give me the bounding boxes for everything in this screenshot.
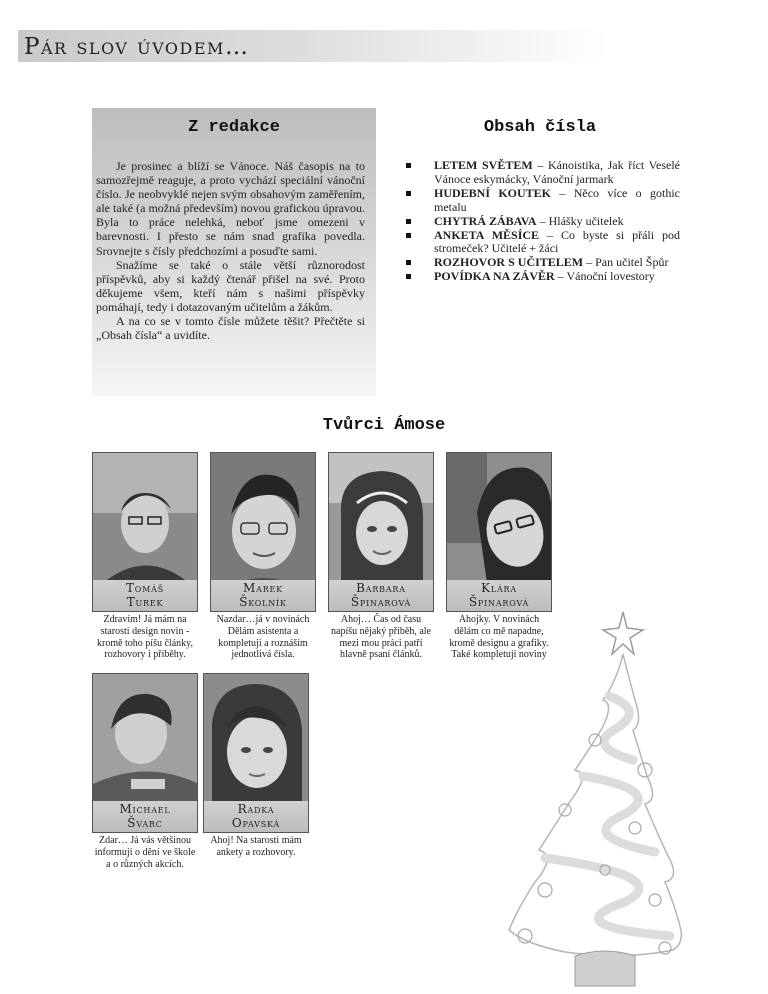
contents-box xyxy=(400,108,680,284)
member-description: Zdravím! Já mám na starosti design novin - kromě toho píšu články, rozhovory i příběhy. xyxy=(96,614,193,661)
square-bullet-icon xyxy=(406,191,411,196)
member-last-name: Turek xyxy=(126,595,164,609)
member-first-name: Radka xyxy=(237,802,275,816)
editorial-title: Z redakce xyxy=(188,118,280,137)
editorial-paragraph: Je prosinec a blíží se Vánoce. Náš časopis na to samozřejmě reaguje, a proto vychází speciální vánoční číslo. Je neobvyklé nejen svým obsahovým zaměřením, ale také (a možná především) novou grafickou úpravou. Byla to práce nelehká, neboť jsme omezeni v barevnosti. I přesto se nám snad grafika povedla. Srovnejte s čísly předchozími a posuďte sami. xyxy=(96,159,365,258)
member-photo xyxy=(446,452,552,612)
contents-item xyxy=(400,187,680,215)
square-bullet-icon xyxy=(406,233,411,238)
member-first-name: Klára xyxy=(481,581,517,595)
member-photo xyxy=(92,673,198,833)
member-description: Zdar… Já vás většinou informuji o dění ve škole a o různých akcích. xyxy=(94,835,196,870)
contents-item-heading: POVÍDKA NA ZÁVĚR xyxy=(434,269,555,284)
member-name xyxy=(204,801,308,832)
contents-item-text: – Něco více o gothic metalu xyxy=(434,185,680,214)
member-name xyxy=(329,580,433,611)
page-title: Pár slov úvodem… xyxy=(24,34,250,60)
member-name xyxy=(211,580,315,611)
contents-list xyxy=(400,159,680,284)
contents-item-text: – Kánoistika, Jak říct Veselé Vánoce eskymácky, Vánoční jarmark xyxy=(434,158,680,186)
team-member-card xyxy=(92,452,198,661)
contents-item xyxy=(400,159,680,187)
member-photo xyxy=(92,452,198,612)
square-bullet-icon xyxy=(406,163,411,168)
member-first-name: Marek xyxy=(243,581,283,595)
team-member-card xyxy=(328,452,434,661)
member-description: Nazdar…já v novinách Dělám asistenta a kompletuji a roznáším jednotlivá čísla. xyxy=(216,614,310,661)
contents-item xyxy=(400,256,680,270)
member-name xyxy=(93,580,197,611)
square-bullet-icon xyxy=(406,274,411,279)
editorial-paragraph: A na co se v tomto čísle můžete těšit? Přečtěte si „Obsah čísla“ a uvidíte. xyxy=(96,314,365,343)
square-bullet-icon xyxy=(406,260,411,265)
contents-item xyxy=(400,270,680,284)
contents-item-heading: HUDEBNÍ KOUTEK xyxy=(434,185,552,200)
contents-item-text: – Co byste si přáli pod stromeček? Učitelé + žáci xyxy=(434,227,681,256)
member-description: Ahojky. V novinách dělám co mě napadne, kromě designu a grafiky. Také kompletuji noviny xyxy=(449,614,549,661)
contents-item-text: – Vánoční lovestory xyxy=(554,269,655,284)
contents-item xyxy=(400,229,680,257)
member-description: Ahoj! Na starosti mám ankety a rozhovory. xyxy=(210,835,302,858)
member-first-name: Michael xyxy=(119,802,171,816)
editorial-body xyxy=(96,159,365,342)
contents-item xyxy=(400,215,680,229)
contents-item-heading: LETEM SVĚTEM xyxy=(434,158,533,172)
member-last-name: Školník xyxy=(239,595,287,609)
member-last-name: Špinarová xyxy=(350,595,412,609)
christmas-tree-icon xyxy=(505,600,685,990)
team-member-card xyxy=(92,673,198,870)
member-first-name: Tomáš xyxy=(125,581,164,595)
editorial-paragraph: Snažíme se také o stále větší různorodost příspěvků, aby si každý čtenář přišel na své. Proto děkujeme všem, kteří nám s našimi příspěvky pomáhají, tedy i dotazovaným učitelům a žákům. xyxy=(96,257,365,314)
team-title: Tvůrci Ámose xyxy=(322,416,446,435)
contents-item-text: – Pan učitel Špůr xyxy=(583,255,669,270)
editorial-box xyxy=(92,108,376,396)
member-photo xyxy=(210,452,316,612)
member-last-name: Špinarová xyxy=(468,595,530,609)
contents-item-heading: CHYTRÁ ZÁBAVA xyxy=(434,213,537,228)
contents-title: Obsah čísla xyxy=(483,118,597,137)
member-name xyxy=(93,801,197,832)
member-first-name: Barbara xyxy=(356,581,406,595)
contents-item-heading: ROZHOVOR S UČITELEM xyxy=(434,255,584,270)
team-member-card xyxy=(210,452,316,661)
member-last-name: Opavská xyxy=(231,816,281,830)
member-description: Ahoj… Čas od času napíšu nějaký příběh, ale mezi mou práci patří hlavně psaní článků. xyxy=(331,614,431,661)
member-photo xyxy=(328,452,434,612)
member-last-name: Švarc xyxy=(127,816,163,830)
contents-item-text: – Hlášky učitelek xyxy=(536,213,624,228)
square-bullet-icon xyxy=(406,219,411,224)
contents-item-heading: ANKETA MĚSÍCE xyxy=(434,227,540,242)
member-photo xyxy=(203,673,309,833)
team-member-card xyxy=(203,673,309,859)
